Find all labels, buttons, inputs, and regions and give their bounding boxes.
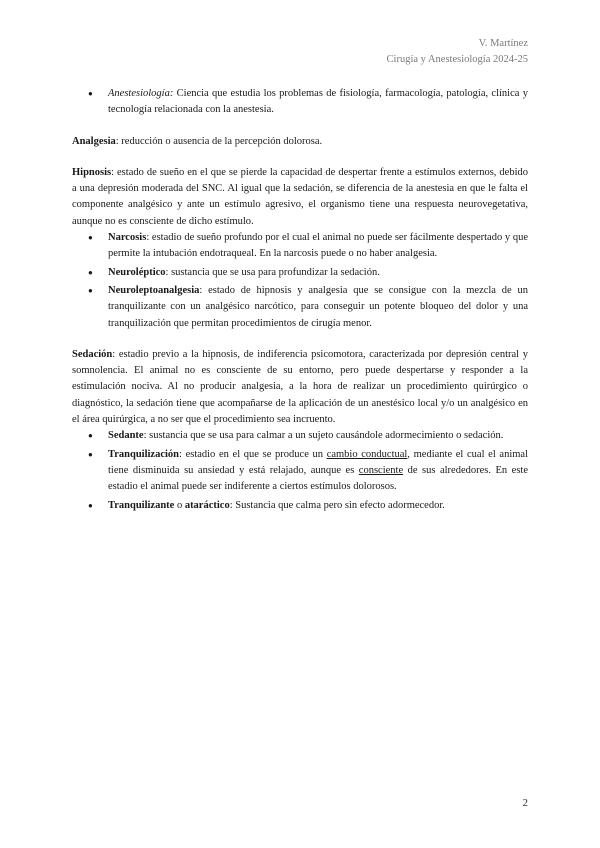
definition: : estadio de sueño profundo por el cual el animal no puede ser fácilmente despertado y que permite la intubación endotraqueal. En la narcosis puede o no haber analgesia.	[108, 232, 528, 260]
definition: : estado de sueño en el que se pierde la capacidad de despertar frente a estímulos externos, debido a una depresión moderada del SNC. Al igual que la sedación, se diferencia de la anestesia en que le falta el componente analgésico y ante un estímulo agresivo, el organismo tiene una respuesta neurovegetativa, aunque no es consciente de dicho estímulo.	[72, 166, 528, 227]
term: Anestesiología:	[108, 88, 174, 99]
definition: : estado de hipnosis y analgesia que se consigue con la mezcla de un tranquilizante con un analgésico narcótico, para conseguir un potente bloqueo del dolor y una tranquilización que permitan procedimientos de cirugía menor.	[108, 284, 528, 329]
term: Neuroléptico	[108, 266, 166, 278]
page-number: 2	[522, 797, 528, 809]
list-item	[108, 447, 528, 496]
definition: : estadio previo a la hipnosis, de indiferencia psicomotora, caracterizada por depresión central y somnolencia. El animal no es consciente de su entorno, pero puede despertarse y responder a la estimulación nociva. Al no producir analgesia, a la hora de realizar un procedimiento quirúrgico o diagnóstico, la sedación tiene que acompañarse de la aplicación de un anestésico local y/o un analgésico en el área quirúrgica, a no ser que el procedimiento sea incruento.	[72, 348, 528, 426]
list-item	[108, 283, 528, 332]
header-course: Cirugía y Anestesiología 2024-25	[386, 54, 528, 65]
definition: : sustancia que se usa para calmar a un sujeto causándole adormecimiento o sedación.	[143, 430, 504, 442]
definition: : reducción o ausencia de la percepción dolorosa.	[115, 135, 323, 147]
analgesia-paragraph	[72, 134, 528, 150]
definition: , mediante el cual el animal tiene disminuida su ansiedad y está relajado, aunque es	[108, 448, 528, 476]
connector: o	[174, 499, 185, 511]
header-author: V. Martínez	[478, 38, 528, 49]
list-item	[108, 230, 528, 263]
list-item	[108, 428, 528, 444]
hipnosis-list	[72, 230, 528, 332]
list-item	[108, 86, 528, 119]
underlined-text: consciente	[358, 464, 404, 476]
definition: de sus alrededores. En este estadio el animal puede ser indiferente a ciertos estímulos dolorosos.	[108, 464, 528, 493]
term: Sedante	[108, 430, 144, 442]
term: Analgesia	[72, 135, 116, 147]
definition: : Sustancia que calma pero sin efecto adormecedor.	[229, 499, 445, 511]
term: Narcosis	[108, 232, 147, 244]
term: ataráctico	[184, 499, 230, 511]
page-header	[387, 36, 528, 68]
definition: : estadio en el que se produce un	[178, 448, 327, 460]
underlined-text: cambio conductual	[326, 448, 408, 460]
list-item	[108, 265, 528, 281]
term: Hipnosis	[72, 166, 112, 178]
term: Tranquilizante	[108, 499, 175, 511]
definition: Ciencia que estudia los problemas de fisiología, farmacología, patología, clínica y tecnología relacionada con la anestesia.	[108, 88, 528, 116]
term: Tranquilización	[108, 448, 179, 460]
term: Neuroleptoanalgesia	[108, 284, 200, 296]
list-item	[108, 498, 528, 514]
sedacion-list	[72, 428, 528, 513]
intro-list	[72, 86, 528, 119]
sedacion-paragraph	[72, 347, 528, 428]
document-body	[72, 86, 528, 516]
hipnosis-paragraph	[72, 165, 528, 230]
term: Sedación	[72, 348, 113, 360]
definition: : sustancia que se usa para profundizar la sedación.	[165, 266, 380, 278]
